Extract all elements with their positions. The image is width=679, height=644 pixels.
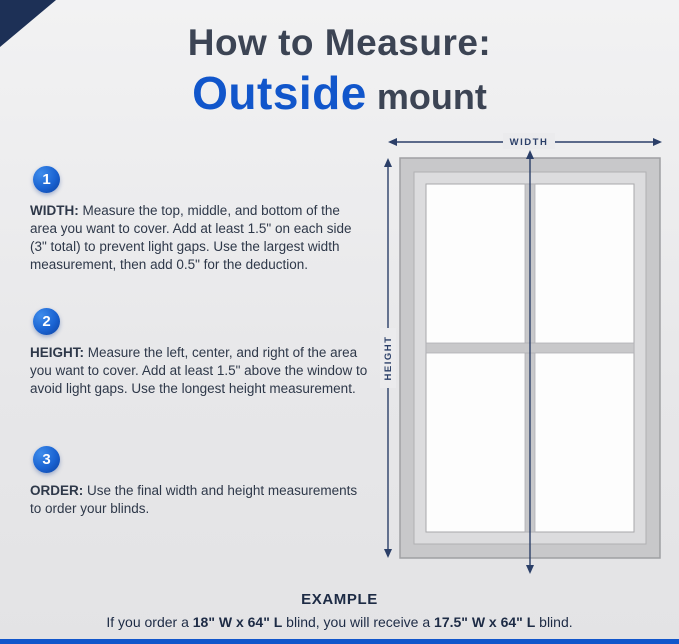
step-1-number-badge: 1 xyxy=(33,166,60,193)
title-line1: How to Measure: xyxy=(187,22,492,63)
width-arrow-label: WIDTH xyxy=(509,137,549,148)
page-title xyxy=(0,22,679,120)
step-2-number-badge: 2 xyxy=(33,308,60,335)
example-received-size: 17.5" W x 64" L xyxy=(434,614,536,630)
step-3-label: ORDER: xyxy=(30,483,84,498)
example-middle: blind, you will receive a xyxy=(282,614,435,630)
example-sentence xyxy=(0,614,679,630)
step-1-text xyxy=(30,202,368,274)
step-3 xyxy=(30,446,368,518)
step-3-body: Use the final width and height measurements to order your blinds. xyxy=(30,483,358,516)
example-prefix: If you order a xyxy=(106,614,193,630)
step-2-label: HEIGHT: xyxy=(30,345,84,360)
step-1-label: WIDTH: xyxy=(30,203,79,218)
title-highlight: Outside xyxy=(192,67,367,119)
step-2 xyxy=(30,308,368,398)
window-measurement-diagram xyxy=(375,128,675,590)
example-ordered-size: 18" W x 64" L xyxy=(192,614,283,630)
step-3-text xyxy=(30,482,368,518)
step-3-number-badge: 3 xyxy=(33,446,60,473)
step-1 xyxy=(30,166,368,274)
step-1-body: Measure the top, middle, and bottom of the area you want to cover. Add at least 1.5" on each side (3" total) to prevent light gaps. Use the largest width measurement, then add 0.5" for the deduction. xyxy=(30,203,352,272)
step-2-text xyxy=(30,344,368,398)
example-suffix: blind. xyxy=(535,614,573,630)
height-arrow-label: HEIGHT xyxy=(383,335,394,381)
example-heading: EXAMPLE xyxy=(301,591,378,608)
bottom-accent-bar xyxy=(0,639,679,644)
title-suffix: mount xyxy=(366,76,487,117)
title-line2 xyxy=(0,66,679,120)
step-2-body: Measure the left, center, and right of the area you want to cover. Add at least 1.5" above the window to avoid light gaps. Use the longest height measurement. xyxy=(30,345,368,396)
example-section xyxy=(0,591,679,630)
